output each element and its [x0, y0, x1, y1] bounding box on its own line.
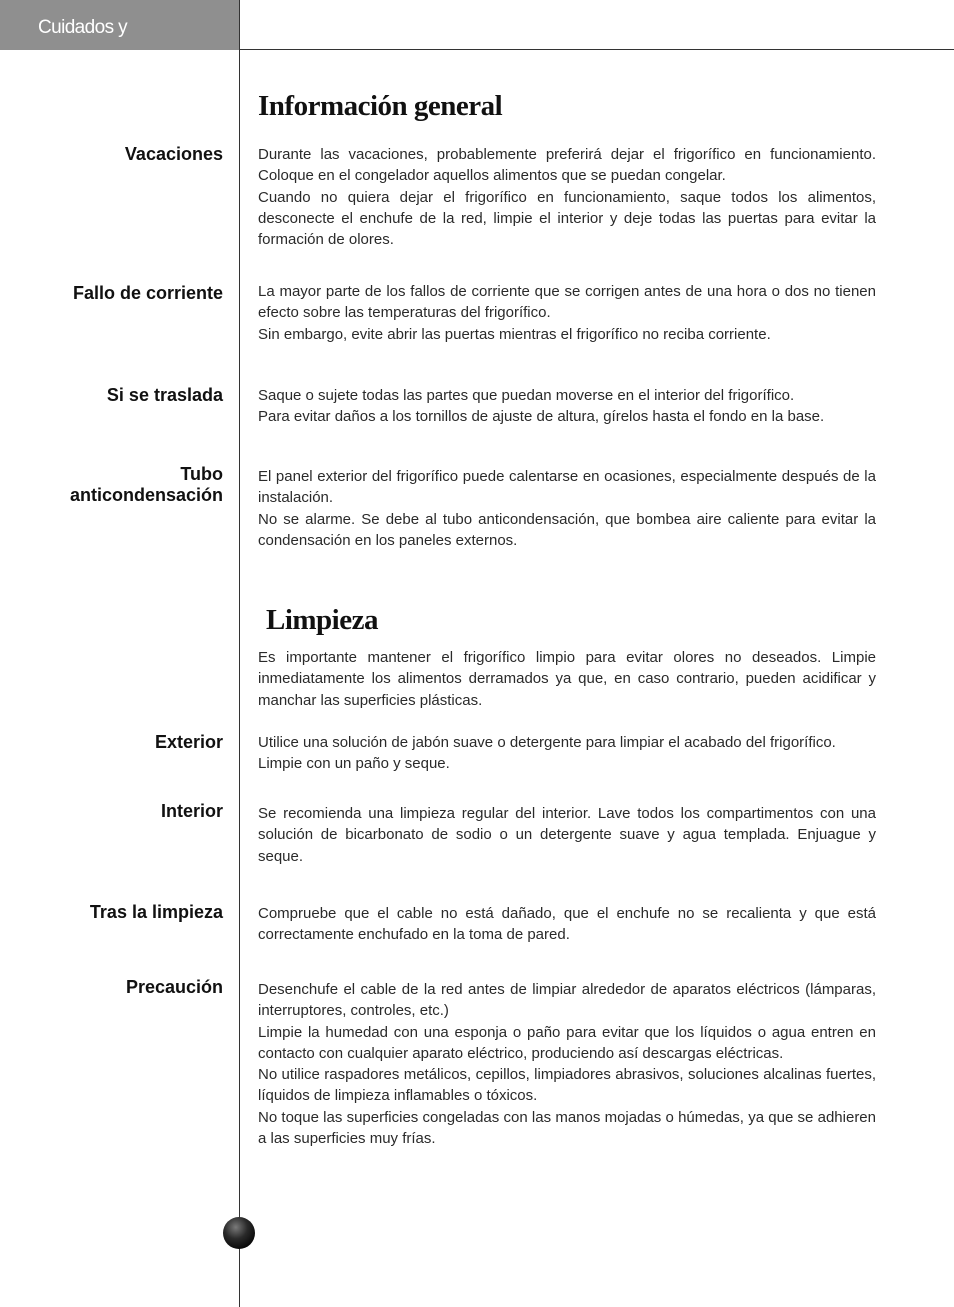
label-precaucion: Precaución: [125, 977, 223, 997]
heading-informacion-general: Información general: [258, 90, 503, 122]
label-fallo-de-corriente: Fallo de corriente: [72, 283, 223, 303]
text-exterior: [258, 732, 876, 775]
paragraph: Durante las vacaciones, probablemente preferirá dejar el frigorífico en funcionamiento. Coloque en el congelador aquellos alimentos que se puedan congelar.: [258, 146, 876, 185]
label-si-se-traslada: Si se traslada: [106, 385, 223, 405]
paragraph: Limpie la humedad con una esponja o paño para evitar que los líquidos o agua entren en contacto con cualquier aparato eléctrico, produciendo así descargas eléctricas.: [258, 1023, 876, 1062]
paragraph: Sin embargo, evite abrir las puertas mientras el frigorífico no reciba corriente.: [258, 325, 771, 343]
paragraph: Limpie con un paño y seque.: [258, 755, 450, 773]
text-tras-la-limpieza: [258, 903, 876, 946]
text-precaucion: [258, 979, 876, 1149]
text-fallo-de-corriente: [258, 281, 876, 345]
label-interior: Interior: [160, 801, 223, 821]
label-vacaciones: Vacaciones: [124, 144, 223, 164]
text-interior: [258, 803, 876, 867]
paragraph: La mayor parte de los fallos de corriente que se corrigen antes de una hora o dos no tienen efecto sobre las temperaturas del frigorífico.: [258, 283, 876, 322]
paragraph: Desenchufe el cable de la red antes de limpiar alrededor de aparatos eléctricos (lámparas, interruptores, controles, etc.): [258, 981, 876, 1020]
heading-limpieza: Limpieza: [266, 604, 378, 636]
paragraph: Para evitar daños a los tornillos de ajuste de altura, gírelos hasta el fondo en la base.: [258, 408, 825, 426]
paragraph: No utilice raspadores metálicos, cepillos, limpiadores abrasivos, soluciones alcalinas fuertes, líquidos de limpieza inflamables o tóxicos.: [258, 1066, 876, 1105]
text-vacaciones: [258, 144, 876, 250]
paragraph: Cuando no quiera dejar el frigorífico en funcionamiento, saque todos los alimentos, desconecte el enchufe de la red, limpie el interior y deje todas las puertas para evitar la formación de olores.: [258, 188, 876, 249]
paragraph: No se alarme. Se debe al tubo anticondensación, que bombea aire caliente para evitar la condensación en los paneles externos.: [258, 510, 876, 549]
text-tubo-anticondensacion: [258, 466, 876, 551]
paragraph: El panel exterior del frigorífico puede calentarse en ocasiones, especialmente después de la instalación.: [258, 468, 876, 507]
paragraph: Es importante mantener el frigorífico limpio para evitar olores no deseados. Limpie inmediatamente los alimentos derramados ya que, en caso contrario, pueden acidificar y manchar las superficies plásticas.: [258, 649, 876, 709]
label-tubo-anticondensacion: [70, 464, 223, 506]
text-limpieza-intro: [258, 647, 876, 711]
label-line: Tubo: [180, 464, 223, 484]
text-si-se-traslada: [258, 385, 876, 428]
page-marker-ball-icon: [223, 1217, 255, 1249]
paragraph: No toque las superficies congeladas con las manos mojadas o húmedas, ya que se adhieren a las superficies muy frías.: [258, 1108, 876, 1148]
paragraph: Se recomienda una limpieza regular del interior. Lave todos los compartimentos con una solución de bicarbonato de sodio o un detergente suave y agua templada. Enjuague y seque.: [258, 805, 876, 865]
paragraph: Utilice una solución de jabón suave o detergente para limpiar el acabado del frigorífico.: [258, 734, 836, 751]
label-line: anticondensación: [69, 485, 223, 505]
header-rule: [239, 49, 954, 50]
paragraph: Compruebe que el cable no está dañado, que el enchufe no se recalienta y que está correctamente enchufado en la toma de pared.: [258, 905, 876, 944]
label-tras-la-limpieza: Tras la limpieza: [89, 902, 223, 922]
section-header-tab: Cuidados y mantenimiento: [0, 0, 239, 50]
label-exterior: Exterior: [154, 732, 223, 752]
margin-rule: [239, 0, 240, 1307]
paragraph: Saque o sujete todas las partes que puedan moverse en el interior del frigorífico.: [258, 387, 795, 404]
